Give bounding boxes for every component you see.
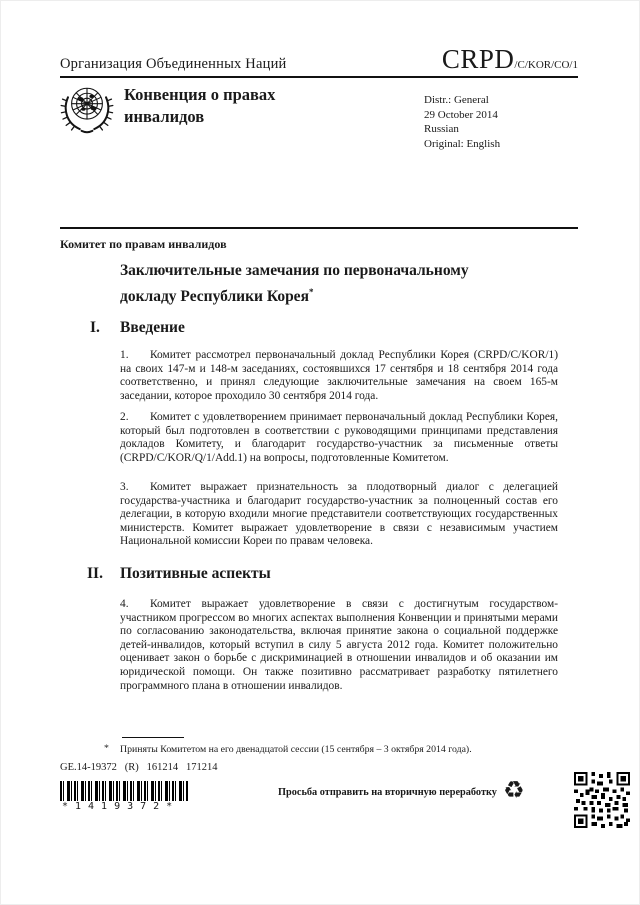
convention-title bbox=[124, 84, 404, 128]
paragraph-number: 1. bbox=[120, 349, 129, 361]
paragraph-text: Комитет выражает удовлетворение в связи с достигнутым государством-участником прогрессом во многих аспектах выполнения Конвенции и принятыми мерами по согласованию законодательства, включая принятие закона о социальной поддержке детей-инвалидов, который вступил в силу 5 августа 2012 года. Комитет положительно оценивает закон о борьбе с дискриминацией в отношении инвалидов и об оказании им юридической помощи. Он также позитивно рассматривает разработку пятилетнего программного плана в отношении инвалидов. bbox=[120, 598, 558, 692]
convention-title-line2: инвалидов bbox=[124, 107, 205, 126]
section-numeral: I. bbox=[90, 319, 100, 336]
un-emblem-icon bbox=[58, 80, 116, 140]
org-name: Организация Объединенных Наций bbox=[60, 56, 287, 72]
qr-code bbox=[574, 772, 630, 828]
section-numeral: II. bbox=[87, 565, 103, 582]
barcode bbox=[60, 781, 188, 801]
paragraph-text: Комитет с удовлетворением принимает первоначальный доклад Республики Корея, который был подготовлен в соответствии с руководящими принципами представления докладов Комитету, и благодарит государство-участник за письменные ответы (CRPD/C/KOR/Q/1/Add.1) на вопросы, подготовленные Комитетом. bbox=[120, 411, 558, 464]
title-footnote-mark: * bbox=[308, 286, 314, 297]
paragraph-1 bbox=[120, 349, 558, 403]
recycle-icon: ♻ bbox=[502, 776, 525, 804]
paragraph-number: 3. bbox=[120, 481, 129, 493]
paragraph-number: 2. bbox=[120, 411, 129, 423]
section-heading-introduction bbox=[90, 319, 185, 337]
section-heading-text: Позитивные аспекты bbox=[120, 565, 271, 582]
original-language-line: Original: English bbox=[424, 137, 501, 150]
recycle-notice bbox=[278, 776, 525, 804]
paragraph-4 bbox=[120, 598, 558, 693]
committee-name: Комитет по правам инвалидов bbox=[60, 237, 227, 251]
distribution-block bbox=[424, 93, 500, 151]
footnote-mark: * bbox=[104, 743, 109, 754]
document-title-text: Заключительные замечания по первоначальному докладу Республики Корея bbox=[120, 262, 469, 305]
distr-line: Distr.: General bbox=[424, 94, 489, 106]
paragraph-2 bbox=[120, 411, 558, 465]
paragraph-text: Комитет рассмотрел первоначальный доклад Республики Корея (CRPD/C/KOR/1) на своих 147-м и 148-м заседаниях, состоявшихся 17 сентября и 18 сентября 2014 года соответственно, и принял следующие заключительные замечания на своем 165-м заседании, которое проходило 30 сентября 2014 года. bbox=[120, 349, 558, 402]
section-divider bbox=[60, 227, 578, 229]
recycle-text: Просьба отправить на вторичную переработку bbox=[278, 786, 497, 798]
language-line: Russian bbox=[424, 123, 459, 136]
doc-symbol bbox=[442, 44, 578, 75]
section-heading-text: Введение bbox=[120, 319, 185, 336]
section-heading-positive-aspects bbox=[87, 565, 271, 583]
doc-symbol-suffix: /C/KOR/CO/1 bbox=[514, 59, 578, 71]
convention-title-line1: Конвенция о правах bbox=[124, 85, 276, 104]
paragraph-number: 4. bbox=[120, 598, 129, 610]
ge-document-number: GE.14-19372 (R) 161214 171214 bbox=[60, 762, 218, 773]
date-line: 29 October 2014 bbox=[424, 108, 498, 121]
footnote bbox=[104, 743, 574, 755]
header-divider bbox=[60, 76, 578, 78]
paragraph-3 bbox=[120, 481, 558, 549]
barcode-digits: *1419372* bbox=[62, 801, 180, 812]
footnote-text: Приняты Комитетом на его двенадцатой сессии (15 сентября – 3 октября 2014 года). bbox=[120, 744, 472, 755]
doc-symbol-main: CRPD bbox=[441, 44, 515, 74]
footnote-divider bbox=[122, 737, 184, 738]
header bbox=[60, 44, 578, 75]
paragraph-text: Комитет выражает признательность за плодотворный диалог с делегацией государства-участника и благодарит государство-участник за полноценный состав его делегации, в которую входили многие представители соответствующих государственных министерств. Комитет выражает удовлетворение в связи с независимым участием Национальной комиссии Кореи по правам человека. bbox=[120, 481, 558, 548]
document-title bbox=[120, 261, 510, 307]
